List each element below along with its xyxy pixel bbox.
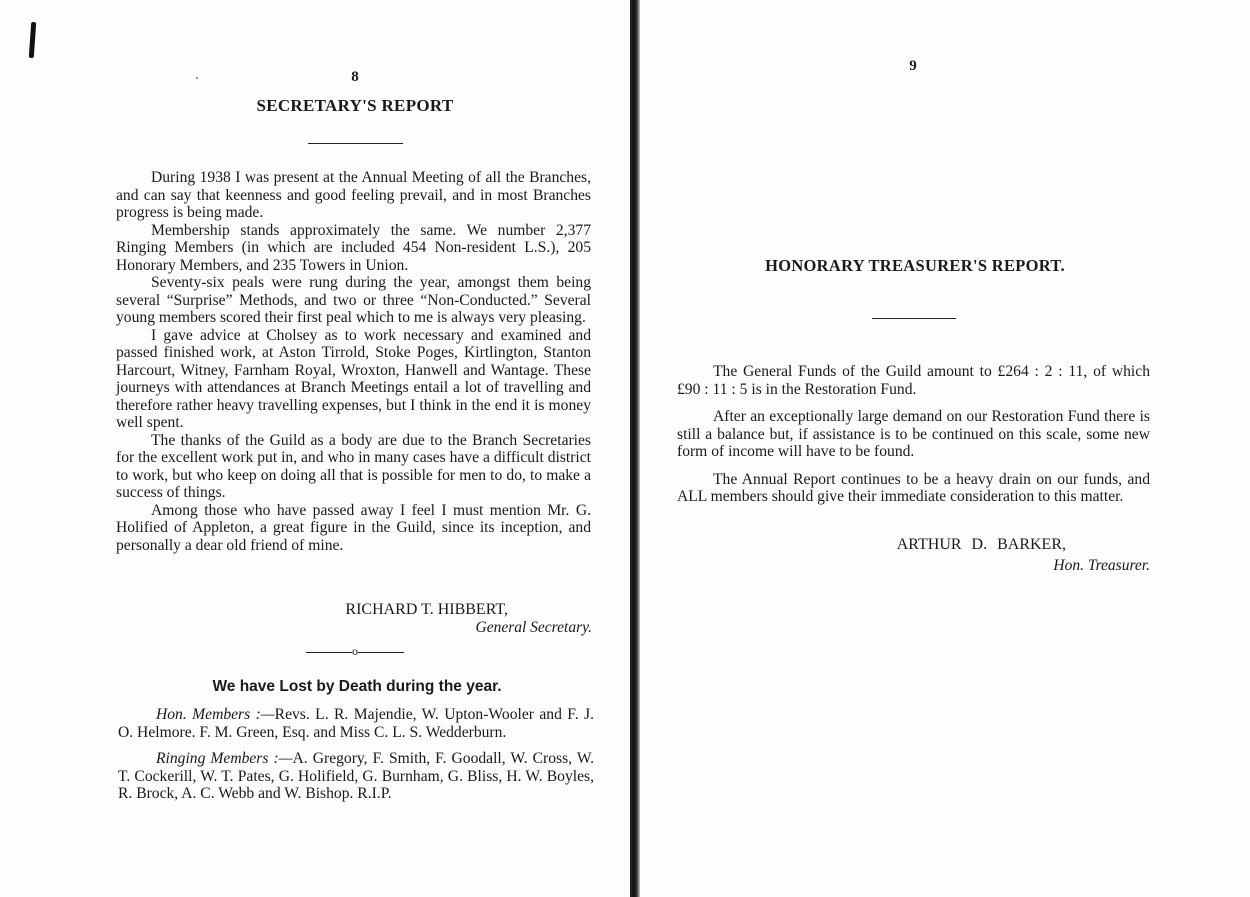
paragraph: During 1938 I was present at the Annual Meeting of all the Branches, and can say that keenness and good feeling prevail, and in most Branches progress is being made. (116, 169, 591, 221)
ringing-members-entry (118, 750, 594, 803)
paragraph: I gave advice at Cholsey as to work necessary and examined and passed finished work, at Aston Tirrold, Stoke Poges, Kirtlington, Stanton Harcourt, Witney, Farnham Royal, Wroxton, Hanwell and Wantage. These journeys with attendances at Branch Meetings entail a lot of travelling and therefore rather heavy travelling expenses, but I think in the end it is money well spent. (116, 326, 591, 431)
ornament-glyph: o (352, 644, 358, 658)
hon-members-entry (118, 706, 594, 741)
paragraph: The thanks of the Guild as a body are due to the Branch Secretaries for the excellent work put in, and who in many cases have a difficult district to work, but who keep on doing all that is possible for men to do, to make a success of things. (116, 431, 591, 501)
page-number: 9 (909, 58, 917, 74)
paragraph: The Annual Report continues to be a heavy drain on our funds, and ALL members should give their immediate consideration to this matter. (677, 470, 1150, 505)
hon-members-label: Hon. Members :— (156, 706, 275, 723)
book-gutter (630, 0, 640, 897)
paragraph: After an exceptionally large demand on our Restoration Fund there is still a balance but, if assistance is to be continued on this scale, some new form of income will have to be found. (677, 408, 1150, 460)
ornament-line (306, 652, 352, 653)
secretary-signature-role: General Secretary. (475, 619, 592, 636)
treasurer-report-title: HONORARY TREASURER'S REPORT. (765, 256, 1065, 275)
secretary-report-title: SECRETARY'S REPORT (256, 96, 454, 115)
ornament-divider (290, 644, 420, 659)
ringing-members-label: Ringing Members :— (156, 750, 293, 767)
treasurer-report-body (677, 363, 1150, 516)
paragraph: Among those who have passed away I feel I must mention Mr. G. Holified of Appleton, a great figure in the Guild, since its inception, and personally a dear old friend of mine. (116, 501, 591, 554)
title-rule (308, 143, 403, 144)
ornament-line (358, 652, 404, 653)
paragraph: Seventy-six peals were rung during the year, amongst them being several “Surprise” Methods, and two or three “Non-Conducted.” Several young members scored their first peal which to me is always very pleasing. (116, 274, 591, 326)
hon-members-text: Revs. L. R. Majendie, W. Upton-Wooler and F. J. O. Helmore. F. M. Green, Esq. and Miss C. L. S. Wedderburn. (118, 706, 594, 741)
paragraph: Membership stands approximately the same. We number 2,377 Ringing Members (in which are included 454 Non-resident L.S.), 205 Honorary Members, and 235 Towers in Union. (116, 221, 591, 274)
speck (196, 77, 198, 79)
right-page (640, 0, 1250, 897)
treasurer-signature-role: Hon. Treasurer. (1053, 557, 1150, 574)
page-number: 8 (351, 69, 359, 85)
lost-members-list (118, 706, 594, 812)
secretary-signature-name: RICHARD T. HIBBERT, (345, 601, 508, 618)
secretary-report-body (116, 169, 591, 554)
treasurer-signature-name: ARTHUR D. BARKER, (896, 536, 1066, 553)
title-rule (872, 318, 956, 319)
lost-by-death-heading: We have Lost by Death during the year. (212, 678, 502, 695)
ink-mark (29, 22, 36, 58)
ringing-members-text: A. Gregory, F. Smith, F. Goodall, W. Cross, W. T. Cockerill, W. T. Pates, G. Holifield, G. Burnham, G. Bliss, H. W. Boyles, R. Brock, A. C. Webb and W. Bishop. R.I.P. (118, 750, 594, 802)
paragraph: The General Funds of the Guild amount to £264 : 2 : 11, of which £90 : 11 : 5 is in the Restoration Fund. (677, 363, 1150, 398)
